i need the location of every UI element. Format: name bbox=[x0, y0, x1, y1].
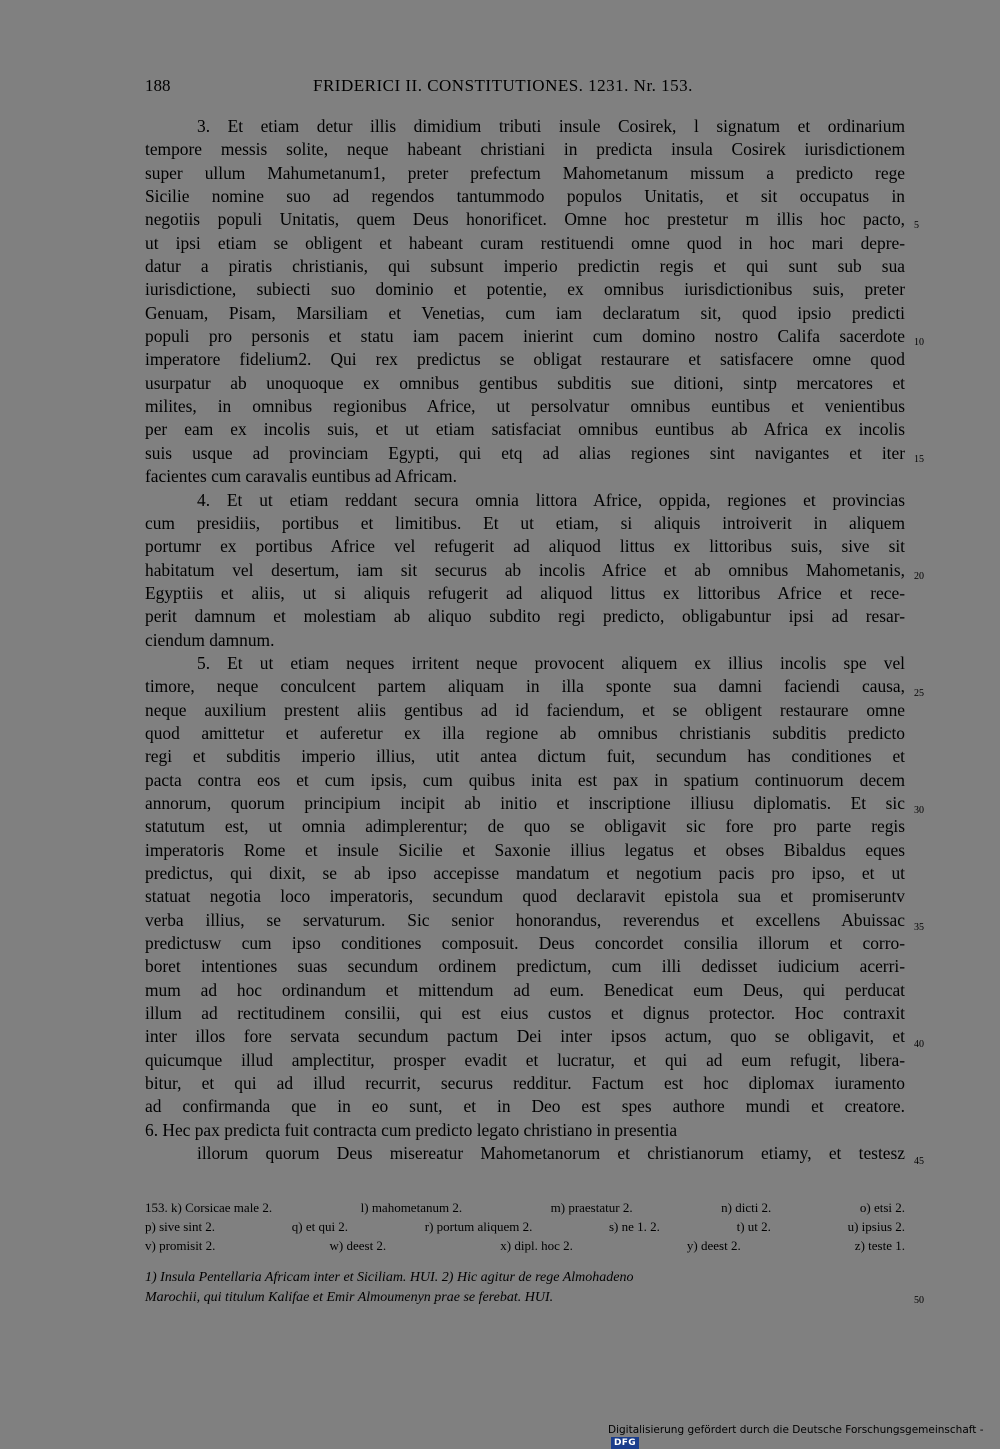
margin-line-number: 45 bbox=[914, 1156, 924, 1167]
commentary-line: 1) Insula Pentellaria Africam inter et Siciliam. HUI. 2) Hic agitur de rege Almohadeno bbox=[145, 1270, 634, 1285]
footnote-entry: 153. k) Corsicae male 2. bbox=[145, 1200, 273, 1215]
text-line: quod amittetur et auferetur ex illa regione ab omnibus christianis subditis predicto bbox=[145, 722, 905, 743]
text-line: inter illos fore servata secundum pactum Dei inter ipsos actum, quo se obligavit, et bbox=[145, 1026, 905, 1047]
text-line: quicumque illud amplectitur, prosper evadit et lucratur, et qui ad eum refugit, libera- bbox=[145, 1049, 905, 1070]
dfg-credit-text: Digitalisierung gefördert durch die Deutsche Forschungsgemeinschaft - bbox=[608, 1424, 984, 1436]
text-line: negotiis populi Unitatis, quem Deus honorificet. Omne hoc prestetur m illis hoc pacto, bbox=[145, 209, 905, 230]
text-line: usurpatur ab unoquoque ex omnibus gentibus subditis sue ditioni, sintp mercatores et bbox=[145, 372, 905, 393]
margin-line-number: 50 bbox=[914, 1295, 924, 1306]
text-line: boret intentiones suas secundum ordinem predictum, cum illi dedisset iudicium acerri- bbox=[145, 956, 905, 977]
footnote-entry: y) deest 2. bbox=[686, 1238, 741, 1253]
text-line: Sicilie nomine suo ad regendos tantummodo populos Unitatis, et sit occupatus in bbox=[145, 186, 905, 207]
footnote-entry: x) dipl. hoc 2. bbox=[500, 1238, 573, 1253]
commentary-footnotes bbox=[145, 1268, 905, 1308]
text-line: mum ad hoc ordinandum et mittendum ad eum. Benedicat eum Deus, qui perducat bbox=[145, 979, 905, 1000]
footnote-entry: r) portum aliquem 2. bbox=[424, 1219, 533, 1234]
margin-line-number: 15 bbox=[914, 454, 924, 465]
text-line: super ullum Mahumetanum1, preter prefectum Mahometanum missum a predicto rege bbox=[145, 162, 905, 183]
text-line: annorum, quorum principium incipit ab initio et inscriptione illiusu diplomatis. Et sic bbox=[145, 792, 905, 813]
footnote-entry: o) etsi 2. bbox=[859, 1200, 905, 1215]
footnote-entry: v) promisit 2. bbox=[145, 1238, 216, 1253]
text-line: imperatore fidelium2. Qui rex predictus se obligat restaurare et satisfacere omne quod bbox=[145, 349, 905, 370]
text-line: illorum quorum Deus misereatur Mahometanorum et christianorum etiamy, et testesz bbox=[197, 1143, 905, 1164]
margin-line-number: 10 bbox=[914, 337, 924, 348]
text-line: cum presidiis, portibus et limitibus. Et ut etiam, si aliquis introiverit in aliquem bbox=[145, 512, 905, 533]
margin-line-number: 20 bbox=[914, 571, 924, 582]
margin-line-number: 25 bbox=[914, 688, 924, 699]
text-line: pacta contra eos et cum ipsis, cum quibus inita est pax in spatium continuorum decem bbox=[145, 769, 905, 790]
text-line: habitatum vel desertum, iam sit securus ab incolis Africe et ab omnibus Mahometanis, bbox=[145, 559, 905, 580]
footnote-entry: s) ne 1. 2. bbox=[609, 1219, 660, 1234]
text-line: predictusw cum ipso conditiones composuit. Deus concordet consilia illorum et corro- bbox=[145, 933, 905, 954]
text-line: datur a piratis christianis, qui subsunt imperio predictin regis et qui sunt sub sua bbox=[145, 256, 905, 277]
text-line: ut ipsi etiam se obligent et habeant curam restituendi omne quod in hoc mari depre- bbox=[145, 232, 905, 253]
text-line: predictus, qui dixit, se ab ipso accepisse mandatum et negotium pacis pro ipso, et ut bbox=[145, 863, 905, 883]
text-line: regi et subditis imperio illius, utit antea dictum fuit, secundum has conditiones et bbox=[145, 746, 905, 767]
margin-line-number: 35 bbox=[914, 922, 924, 933]
margin-line-number: 5 bbox=[914, 220, 919, 231]
footnote-row bbox=[145, 1217, 905, 1236]
text-line: timore, neque conculcent partem aliquam in illa sponte sua damni faciendi causa, bbox=[145, 676, 905, 697]
text-line: verba illius, se servaturum. Sic senior honorandus, reverendus et excellens Abuissac bbox=[145, 909, 905, 930]
text-line: 6. Hec pax predicta fuit contracta cum predicto legato christiano in presentia bbox=[145, 1119, 678, 1140]
dfg-logo: DFG bbox=[611, 1437, 639, 1449]
footnote-row bbox=[145, 1236, 905, 1255]
text-line: tempore messis solite, neque habeant christiani in predicta insula Cosirek iurisdictionem bbox=[145, 139, 905, 160]
text-line: facientes cum caravalis euntibus ad Africam. bbox=[145, 466, 457, 487]
margin-line-number: 30 bbox=[914, 805, 924, 816]
text-line: statutum est, ut omnia adimplerentur; de quo se obligavit sic fore pro parte regis bbox=[145, 816, 905, 837]
dfg-credit bbox=[608, 1424, 1000, 1449]
main-text bbox=[145, 115, 905, 1165]
text-line: ciendum damnum. bbox=[145, 629, 275, 650]
text-line: neque auxilium prestent aliis gentibus ad id faciendum, et se obligent restaurare omne bbox=[145, 699, 905, 720]
footnote-entry: l) mahometanum 2. bbox=[360, 1200, 463, 1215]
footnote-entry: m) praestatur 2. bbox=[550, 1200, 633, 1215]
text-line: milites, in omnibus regionibus Africe, ut persolvatur omnibus euntibus et venientibus bbox=[145, 396, 905, 417]
text-line: illum ad rectitudinem consilii, qui est eius custos et dignus protector. Hoc contraxit bbox=[145, 1003, 905, 1024]
apparatus-footnotes bbox=[145, 1198, 905, 1255]
text-line: iurisdictione, subiecti suo dominio et potentie, ex omnibus iurisdictionibus suis, preter bbox=[145, 279, 905, 300]
footnote-entry: t) ut 2. bbox=[736, 1219, 771, 1234]
margin-line-number: 40 bbox=[914, 1039, 924, 1050]
text-line: populi pro personis et statu iam pacem inierint cum domino nostro Califa sacerdote bbox=[145, 326, 905, 347]
text-line: imperatoris Rome et insule Sicilie et Saxonie illius legatus et obses Bibaldus eques bbox=[145, 839, 905, 860]
text-line: per eam ex incolis suis, et ut etiam satisfaciat omnibus euntibus ab Africa ex incolis bbox=[145, 419, 905, 440]
footnote-entry: n) dicti 2. bbox=[721, 1200, 772, 1215]
footnote-entry: z) teste 1. bbox=[854, 1238, 905, 1253]
text-line: 5. Et ut etiam neques irritent neque provocent aliquem ex illius incolis spe vel bbox=[197, 652, 905, 673]
text-line: 3. Et etiam detur illis dimidium tributi insule Cosirek, l signatum et ordinarium bbox=[197, 116, 905, 136]
text-line: perit damnum et molestiam ab aliquo subdito regi predicto, obligabuntur ipsi ad resar- bbox=[145, 606, 905, 627]
running-title: FRIDERICI II. CONSTITUTIONES. 1231. Nr. 153. bbox=[313, 76, 693, 95]
commentary-line: Marochii, qui titulum Kalifae et Emir Almoumenyn prae se ferebat. HUI. bbox=[145, 1290, 554, 1305]
text-line: suis usque ad provinciam Egypti, qui etq ad alias regiones sint navigantes et iter bbox=[145, 442, 905, 463]
text-line: Genuam, Pisam, Marsiliam et Venetias, cum iam declaratum sit, quod ipsio predicti bbox=[145, 302, 905, 323]
text-line: bitur, et qui ad illud recurrit, securus redditur. Factum est hoc diplomax iuramento bbox=[145, 1073, 905, 1094]
text-line: 4. Et ut etiam reddant secura omnia littora Africe, oppida, regiones et provincias bbox=[197, 489, 905, 510]
footnote-entry: w) deest 2. bbox=[329, 1238, 387, 1253]
running-header bbox=[145, 76, 905, 98]
text-line: ad confirmanda que in eo sunt, et in Deo est spes authore mundi et creatore. bbox=[145, 1096, 905, 1117]
text-line: Egyptiis et aliis, ut si aliquis refugerit ad aliquod littus ex littoribus Africe et rece- bbox=[145, 582, 905, 603]
text-line: statuat negotia loco imperatoris, secundum quod declaravit epistola sua et promiseruntv bbox=[145, 886, 905, 907]
footnote-entry: u) ipsius 2. bbox=[847, 1219, 905, 1234]
footnote-entry: p) sive sint 2. bbox=[145, 1219, 216, 1234]
footnote-entry: q) et qui 2. bbox=[291, 1219, 349, 1234]
footnote-row bbox=[145, 1198, 905, 1217]
text-line: portumr ex portibus Africe vel refugerit ad aliquod littus ex littoribus suis, sive sit bbox=[145, 536, 905, 557]
page-number: 188 bbox=[145, 76, 171, 95]
